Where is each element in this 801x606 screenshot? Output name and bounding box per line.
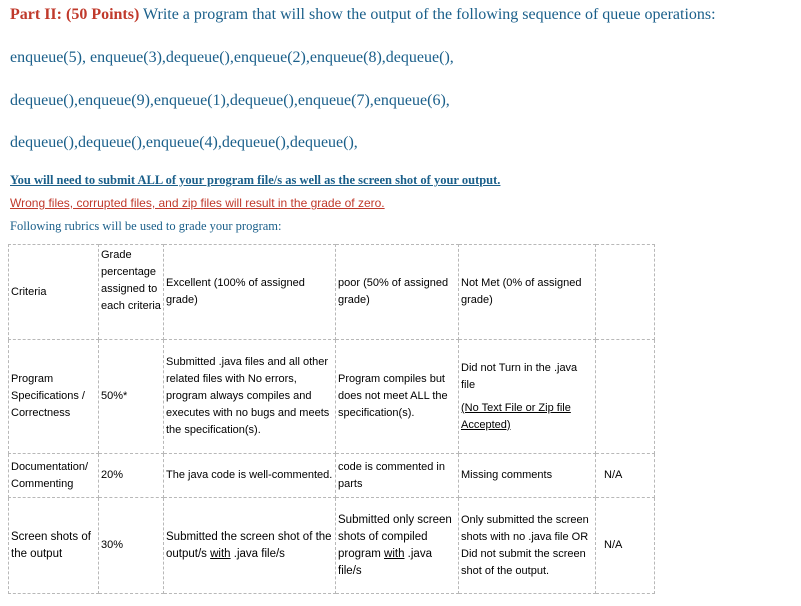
row3-poor-text-a: Submitted only screen shots of compiled program xyxy=(338,513,452,560)
row3-excellent-text-a: Submitted the screen shot of the output/s xyxy=(166,530,332,560)
table-row xyxy=(9,340,655,454)
assignment-heading xyxy=(10,6,716,24)
instruction-text: Write a program that will show the output of the following sequence of queue operations: xyxy=(139,6,716,23)
rubric-table xyxy=(8,244,655,594)
row1-extra xyxy=(596,340,655,454)
row3-excellent xyxy=(164,498,336,594)
operations-line-1: enqueue(5), enqueue(3),dequeue(),enqueue(2),enqueue(8),dequeue(), xyxy=(10,49,454,66)
row3-poor-with: with xyxy=(384,547,405,560)
table-row xyxy=(9,454,655,498)
row2-poor: code is commented in parts xyxy=(336,454,459,498)
header-extra xyxy=(596,245,655,340)
row1-poor: Program compiles but does not meet ALL the specification(s). xyxy=(336,340,459,454)
row3-poor-text-b: .java file/s xyxy=(338,547,432,577)
wrong-files-warning: Wrong files, corrupted files, and zip files will result in the grade of zero. xyxy=(10,196,385,210)
row3-excellent-with: with xyxy=(210,547,231,560)
row3-extra: N/A xyxy=(596,498,655,594)
row3-not-met: Only submitted the screen shots with no .java file OR Did not submit the screen shot of the output. xyxy=(459,498,596,594)
header-grade-percentage: Grade percentage assigned to each criteria xyxy=(99,245,164,340)
row1-not-met-text: Did not Turn in the .java file xyxy=(461,361,578,391)
row3-excellent-text-b: .java file/s xyxy=(230,547,285,560)
row1-criteria: Program Specifications / Correctness xyxy=(9,340,99,454)
row3-criteria: Screen shots of the output xyxy=(9,498,99,594)
operations-line-2: dequeue(),enqueue(9),enqueue(1),dequeue(),enqueue(7),enqueue(6), xyxy=(10,92,450,109)
rubric-intro: Following rubrics will be used to grade your program: xyxy=(10,219,282,233)
row1-not-met xyxy=(459,340,596,454)
row2-extra: N/A xyxy=(596,454,655,498)
row2-criteria: Documentation/ Commenting xyxy=(9,454,99,498)
header-poor: poor (50% of assigned grade) xyxy=(336,245,459,340)
row3-percentage: 30% xyxy=(99,498,164,594)
row1-excellent: Submitted .java files and all other related files with No errors, program always compiles and executes with no bugs and meets the specification(s). xyxy=(164,340,336,454)
table-row xyxy=(9,498,655,594)
operations-line-3: dequeue(),dequeue(),enqueue(4),dequeue(),dequeue(), xyxy=(10,134,358,151)
row1-percentage: 50%* xyxy=(99,340,164,454)
header-excellent: Excellent (100% of assigned grade) xyxy=(164,245,336,340)
submission-note: You will need to submit ALL of your program file/s as well as the screen shot of your output. xyxy=(10,173,501,187)
row2-percentage: 20% xyxy=(99,454,164,498)
header-criteria: Criteria xyxy=(9,245,99,340)
header-not-met: Not Met (0% of assigned grade) xyxy=(459,245,596,340)
row2-excellent: The java code is well-commented. xyxy=(164,454,336,498)
table-header-row xyxy=(9,245,655,340)
row1-not-met-note: (No Text File or Zip file Accepted) xyxy=(461,401,571,431)
row2-not-met: Missing comments xyxy=(459,454,596,498)
row3-poor xyxy=(336,498,459,594)
part-label: Part II: (50 Points) xyxy=(10,6,140,23)
